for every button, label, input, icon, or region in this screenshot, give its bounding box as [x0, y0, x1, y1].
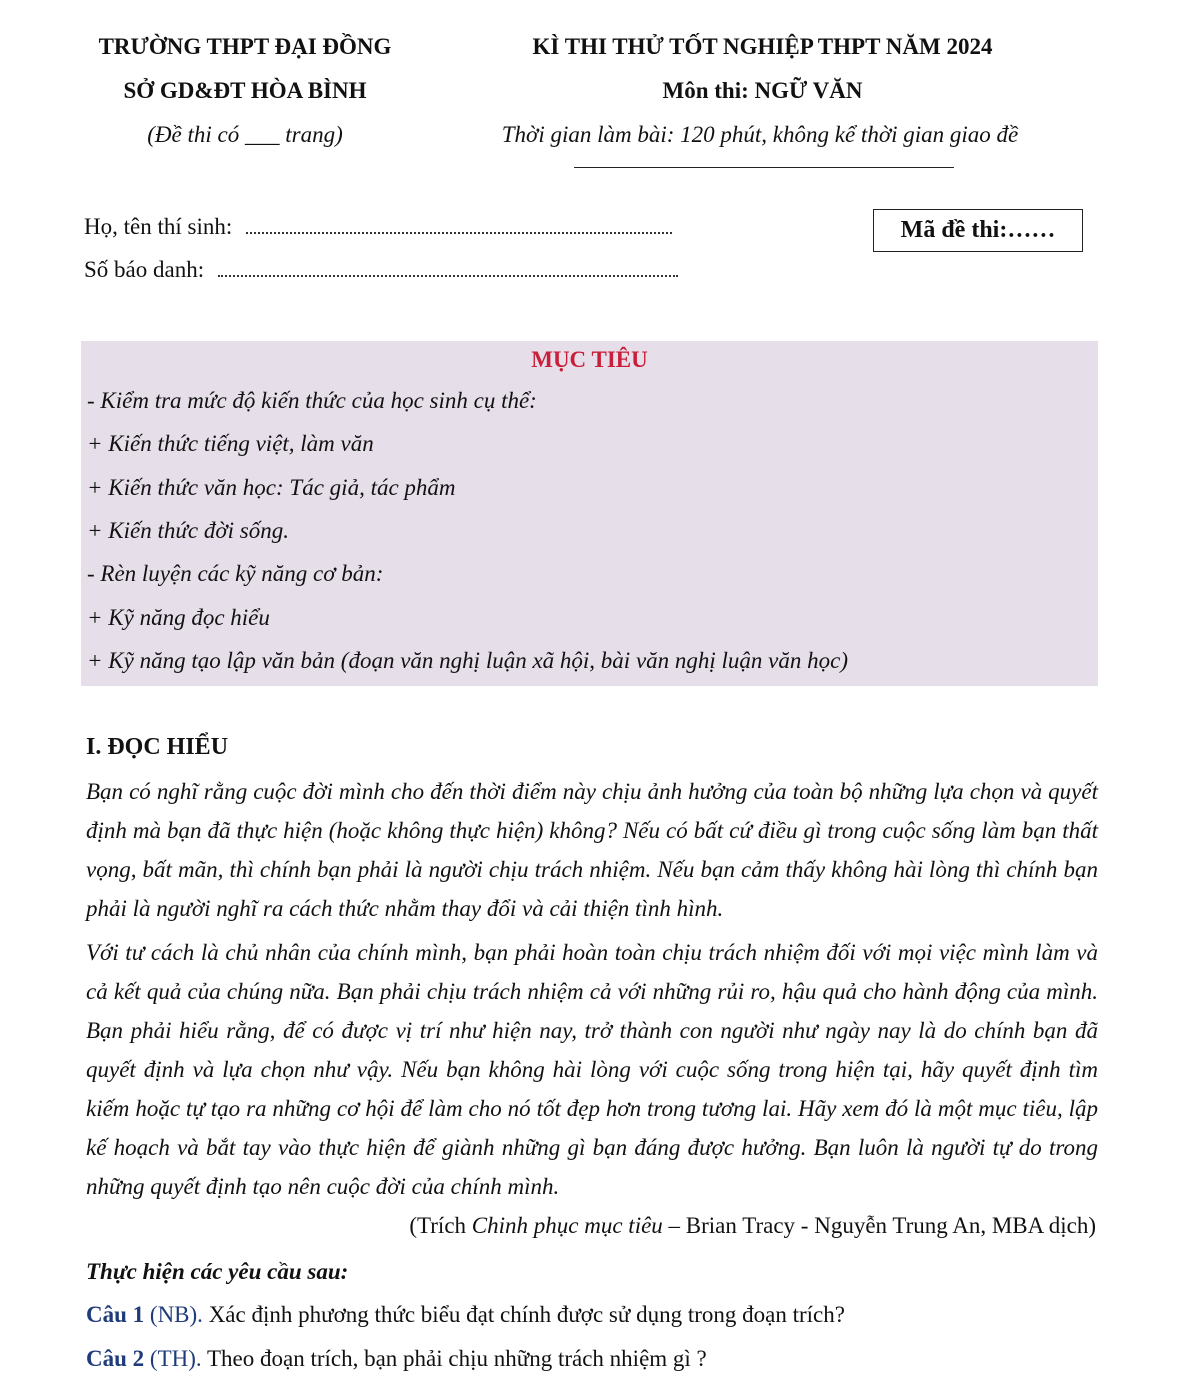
- school-name: TRƯỜNG THPT ĐẠI ĐỒNG: [98, 34, 392, 59]
- exam-code-box: Mã đề thi:……: [873, 209, 1083, 252]
- passage-paragraph-2: Với tư cách là chủ nhân của chính mình, bạn phải hoàn toàn chịu trách nhiệm đối với mọi việc mình làm và cả kết quả của chúng nữa. Bạn phải chịu trách nhiệm cả với những rủi ro, hậu quả cho hành động của mình. Bạn phải hiểu rằng, để có được vị trí như hiện nay, trở thành con người như ngày nay là do chính bạn đã quyết định và lựa chọn như vậy. Nếu bạn không hài lòng với cuộc sống trong hiện tại, hãy quyết định tìm kiếm hoặc tự tạo ra những cơ hội để làm cho nó tốt đẹp hơn trong tương lai. Hãy xem đó là một mục tiêu, lập kế hoạch và bắt tay vào thực hiện để giành những gì bạn đáng được hưởng. Bạn luôn là người tự do trong những quyết định tạo nên cuộc đời của chính mình.: [86, 940, 1098, 1199]
- question-level: (TH).: [149, 1346, 202, 1371]
- objective-line: + Kiến thức đời sống.: [87, 518, 289, 543]
- objectives-box: [81, 341, 1098, 686]
- objective-line: + Kỹ năng tạo lập văn bản (đoạn văn nghị luận xã hội, bài văn nghị luận văn học): [87, 648, 849, 673]
- section-title-reading: I. ĐỌC HIỂU: [86, 734, 229, 760]
- question-number: Câu 2: [86, 1346, 145, 1371]
- objective-line: - Kiểm tra mức độ kiến thức của học sinh cụ thể:: [87, 388, 537, 413]
- question-number: Câu 1: [86, 1302, 145, 1327]
- citation-suffix: – Brian Tracy - Nguyễn Trung An, MBA dịch): [662, 1213, 1096, 1238]
- time-note: Thời gian làm bài: 120 phút, không kể thời gian giao đề: [501, 122, 1019, 147]
- department-name: SỞ GD&ĐT HÒA BÌNH: [123, 78, 367, 103]
- candidate-name-field: [84, 214, 672, 240]
- candidate-name-label: Họ, tên thí sinh:: [84, 214, 233, 239]
- question-level: (NB).: [149, 1302, 203, 1327]
- pages-note: (Đề thi có ___ trang): [147, 122, 343, 147]
- question-text: Xác định phương thức biểu đạt chính được sử dụng trong đoạn trích?: [202, 1302, 845, 1327]
- subject-line: Môn thi: NGỮ VĂN: [662, 78, 863, 103]
- candidate-name-blank: [246, 216, 672, 234]
- question-2: [86, 1346, 707, 1372]
- candidate-id-field: [84, 257, 678, 283]
- objective-line: - Rèn luyện các kỹ năng cơ bản:: [87, 561, 384, 586]
- citation-title: Chinh phục mục tiêu: [471, 1213, 663, 1238]
- header-divider: [574, 167, 954, 168]
- objective-line: + Kiến thức tiếng việt, làm văn: [87, 431, 374, 456]
- objectives-title: MỤC TIÊU: [531, 347, 648, 372]
- passage-paragraph-1: Bạn có nghĩ rằng cuộc đời mình cho đến thời điểm này chịu ảnh hưởng của toàn bộ những lựa chọn và quyết định mà bạn đã thực hiện (hoặc không thực hiện) không? Nếu có bất cứ điều gì trong cuộc sống làm bạn thất vọng, bất mãn, thì chính bạn phải là người chịu trách nhiệm. Nếu bạn cảm thấy không hài lòng thì chính bạn phải là người nghĩ ra cách thức nhằm thay đổi và cải thiện tình hình.: [86, 779, 1098, 921]
- question-1: [86, 1302, 845, 1328]
- objective-line: + Kỹ năng đọc hiểu: [87, 605, 270, 630]
- citation-prefix: (Trích: [409, 1213, 472, 1238]
- candidate-id-blank: [218, 259, 678, 277]
- requirements-title: Thực hiện các yêu cầu sau:: [86, 1259, 349, 1284]
- question-text: Theo đoạn trích, bạn phải chịu những trách nhiệm gì ?: [201, 1346, 707, 1371]
- passage-citation: [409, 1213, 1096, 1239]
- exam-title: KÌ THI THỬ TỐT NGHIỆP THPT NĂM 2024: [532, 34, 993, 59]
- objective-line: + Kiến thức văn học: Tác giả, tác phẩm: [87, 475, 456, 500]
- candidate-id-label: Số báo danh:: [84, 257, 205, 282]
